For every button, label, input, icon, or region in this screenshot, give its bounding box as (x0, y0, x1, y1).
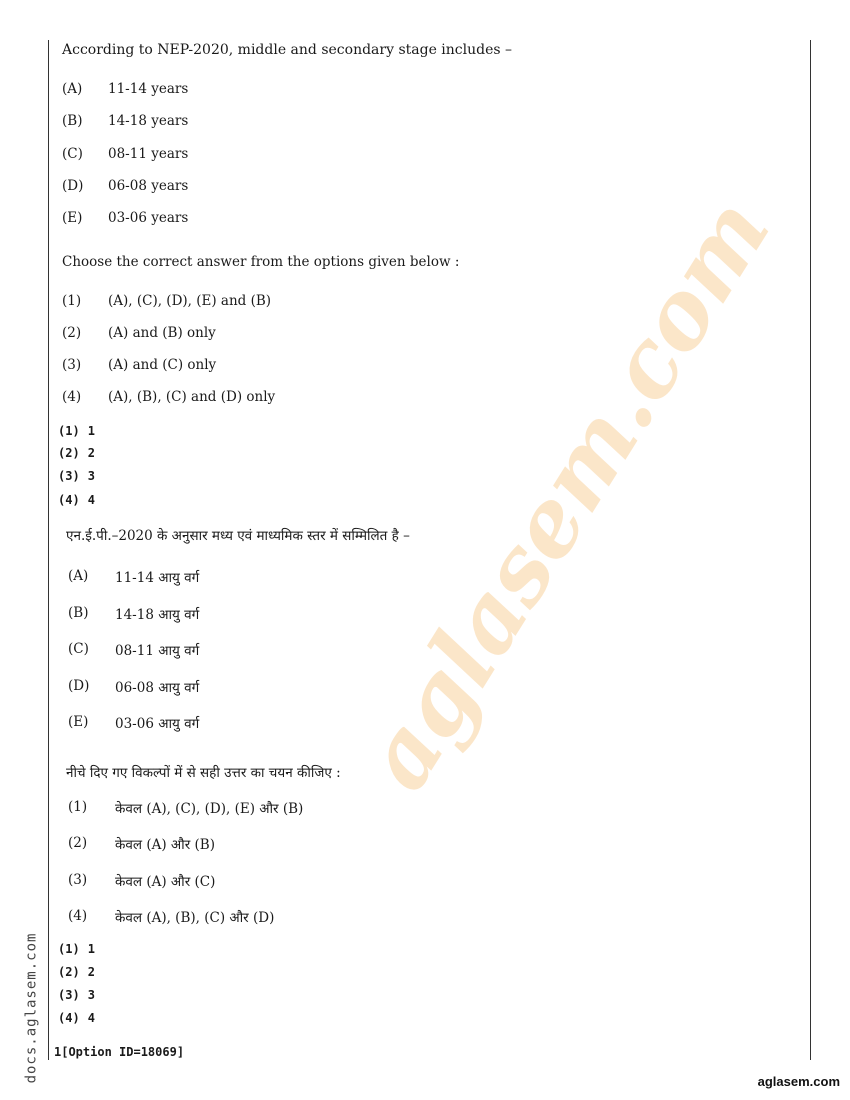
statement-label: (C) (62, 146, 83, 162)
choice-label: (3) (62, 357, 82, 373)
statement-label: (E) (68, 714, 89, 730)
answer-row (58, 965, 95, 979)
choice-text: केवल (A) और (B) (115, 837, 215, 853)
side-url: docs.aglasem.com (23, 932, 40, 1084)
choice-text: (A), (B), (C) and (D) only (108, 389, 276, 405)
instruction-english: Choose the correct answer from the options given below : (62, 254, 460, 270)
answer-row (58, 469, 95, 483)
answer-value: 4 (87, 1011, 95, 1025)
answer-row (58, 988, 95, 1002)
statement-text: 11-14 आयु वर्ग (115, 570, 200, 586)
statement-label: (A) (62, 81, 83, 97)
statement-text: 03-06 years (108, 210, 189, 226)
statement-text: 06-08 years (108, 178, 189, 194)
left-margin-rule (48, 40, 49, 1060)
answer-row (58, 942, 95, 956)
statement-label: (B) (68, 605, 89, 621)
choice-text: (A) and (B) only (108, 325, 216, 341)
answer-label: (1) (58, 942, 80, 956)
statement-label: (B) (62, 113, 83, 129)
statement-label: (C) (68, 641, 89, 657)
answer-row (58, 493, 95, 507)
statement-text: 08-11 years (108, 146, 189, 162)
choice-text: केवल (A), (C), (D), (E) और (B) (115, 801, 304, 817)
instruction-hindi: नीचे दिए गए विकल्पों में से सही उत्तर का चयन कीजिए : (66, 765, 341, 781)
choice-label: (1) (68, 799, 88, 815)
answer-row (58, 424, 95, 438)
choice-label: (4) (62, 389, 82, 405)
question-hindi: एन.ई.पी.–2020 के अनुसार मध्य एवं माध्यमिक स्तर में सम्मिलित है – (66, 528, 410, 544)
answer-label: (3) (58, 988, 80, 1002)
answer-label: (1) (58, 424, 80, 438)
statement-text: 06-08 आयु वर्ग (115, 680, 200, 696)
statement-text: 14-18 आयु वर्ग (115, 607, 200, 623)
choice-text: (A) and (C) only (108, 357, 217, 373)
choice-label: (3) (68, 872, 88, 888)
answer-label: (4) (58, 1011, 80, 1025)
statement-label: (A) (68, 568, 89, 584)
answer-row (58, 1011, 95, 1025)
watermark: aglasem.com (342, 180, 791, 808)
statement-text: 08-11 आयु वर्ग (115, 643, 200, 659)
answer-value: 2 (87, 965, 95, 979)
statement-text: 03-06 आयु वर्ग (115, 716, 200, 732)
answer-value: 1 (87, 942, 95, 956)
question-english: According to NEP-2020, middle and secondary stage includes – (62, 42, 513, 58)
answer-value: 3 (87, 469, 95, 483)
answer-row (58, 446, 95, 460)
footer-brand: aglasem.com (757, 1074, 840, 1089)
choice-text: (A), (C), (D), (E) and (B) (108, 293, 272, 309)
answer-value: 2 (87, 446, 95, 460)
answer-value: 4 (87, 493, 95, 507)
statement-label: (E) (62, 210, 83, 226)
statement-text: 14-18 years (108, 113, 189, 129)
answer-value: 1 (87, 424, 95, 438)
statement-label: (D) (68, 678, 90, 694)
choice-text: केवल (A) और (C) (115, 874, 216, 890)
answer-label: (2) (58, 965, 80, 979)
choice-label: (2) (62, 325, 82, 341)
answer-label: (3) (58, 469, 80, 483)
answer-value: 3 (87, 988, 95, 1002)
choice-label: (4) (68, 908, 88, 924)
statement-label: (D) (62, 178, 84, 194)
choice-label: (1) (62, 293, 82, 309)
answer-label: (4) (58, 493, 80, 507)
answer-label: (2) (58, 446, 80, 460)
right-margin-rule (810, 40, 811, 1060)
choice-text: केवल (A), (B), (C) और (D) (115, 910, 275, 926)
statement-text: 11-14 years (108, 81, 189, 97)
choice-label: (2) (68, 835, 88, 851)
option-id: 1[Option ID=18069] (54, 1045, 185, 1059)
